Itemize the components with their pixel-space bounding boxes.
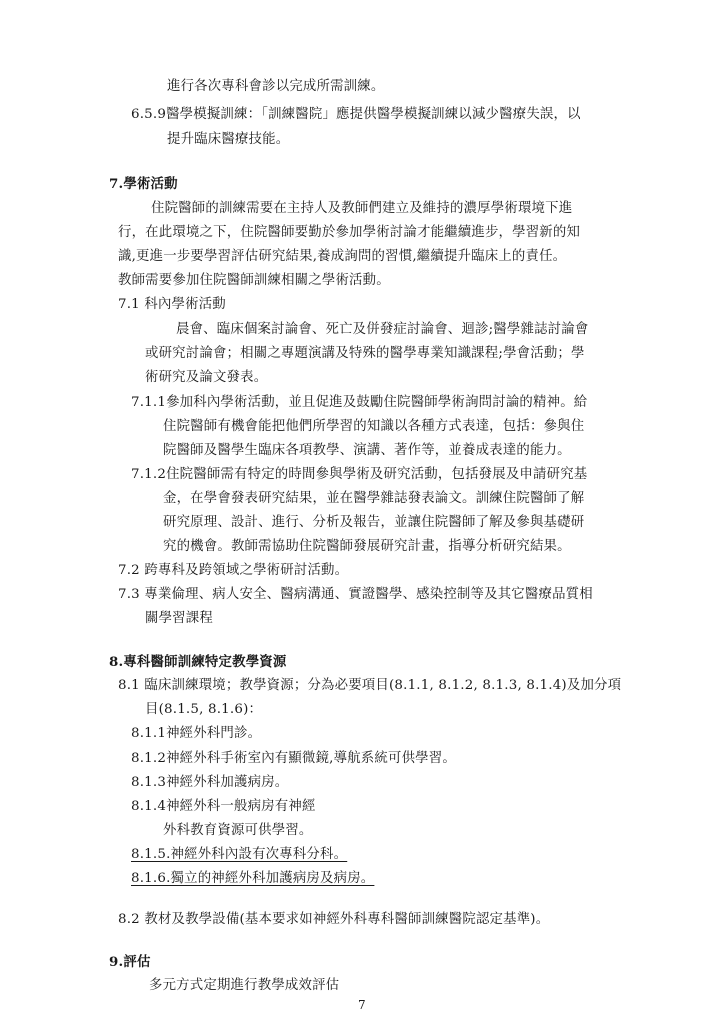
text-line: 院醫師及醫學生臨床各項教學、演講、著作等，並養成表達的能力。 <box>163 443 571 458</box>
text-line: 研究原理、設計、進行、分析及報告，並讓住院醫師了解及參與基礎研 <box>163 515 585 530</box>
text-line: 金，在學會發表研究結果，並在醫學雜誌發表論文。訓練住院醫師了解 <box>163 491 585 506</box>
list-item: 8.1.4神經外科一般病房有神經 <box>131 799 316 814</box>
text-line: 7.1.1參加科內學術活動，並且促進及鼓勵住院醫師學術詢問討論的精神。給 <box>131 395 588 410</box>
subsection-heading: 8.1 臨床訓練環境；教學資源；分為必要項目(8.1.1, 8.1.2, 8.1.3, 8.1.4)及加分項 <box>118 678 622 693</box>
list-item: 8.1.3神經外科加護病房。 <box>131 775 289 790</box>
text-line: 或研究討論會；相關之專題演講及特殊的醫學專業知識課程;學會活動；學 <box>145 346 585 361</box>
text-line: 關學習課程 <box>145 611 213 626</box>
text-line: 教師需要參加住院醫師訓練相關之學術活動。 <box>118 273 390 288</box>
text-line: 住院醫師有機會能把他們所學習的知識以各種方式表達，包括：參與住 <box>163 419 585 434</box>
text-line: 外科教育資源可供學習。 <box>163 823 313 838</box>
list-item: 8.1.5.神經外科內設有次專科分科。 <box>131 847 348 862</box>
text-line: 住院醫師的訓練需要在主持人及教師們建立及維持的濃厚學術環境下進 <box>151 201 573 216</box>
list-item: 8.1.1神經外科門診。 <box>131 726 262 741</box>
text-line: 行，在此環境之下，住院醫師要勤於參加學術討論才能繼續進步，學習新的知 <box>118 225 581 240</box>
text-line: 7.1.2住院醫師需有特定的時間參與學術及研究活動，包括發展及申請研究基 <box>131 467 588 482</box>
text-line: 晨會、臨床個案討論會、死亡及併發症討論會、迴診;醫學雜誌討論會 <box>176 322 589 337</box>
subsection-heading: 7.3 專業倫理、病人安全、醫病溝通、實證醫學、感染控制等及其它醫療品質相 <box>118 587 593 602</box>
subsection-heading: 7.2 跨專科及跨領域之學術研討活動。 <box>118 563 349 578</box>
text-line: 提升臨床醫療技能。 <box>167 132 290 147</box>
text-line: 識,更進一步要學習評估研究結果,養成詢問的習慣,繼續提升臨床上的責任。 <box>118 249 567 264</box>
list-item: 8.1.6.獨立的神經外科加護病房及病房。 <box>131 871 375 886</box>
subsection-heading: 8.2 教材及教學設備(基本要求如神經外科專科醫師訓練醫院認定基準)。 <box>118 912 550 927</box>
section-heading: 7.學術活動 <box>109 176 178 192</box>
text-line: 進行各次專科會診以完成所需訓練。 <box>167 79 385 94</box>
subsection-heading: 7.1 科內學術活動 <box>118 297 226 312</box>
section-heading: 8.專科醫師訓練特定教學資源 <box>109 654 287 670</box>
section-heading: 9.評估 <box>109 954 151 970</box>
page-number: 7 <box>358 998 366 1012</box>
text-line: 多元方式定期進行教學成效評估 <box>149 978 340 993</box>
text-line: 6.5.9醫學模擬訓練：「訓練醫院」應提供醫學模擬訓練以減少醫療失誤，以 <box>131 107 581 122</box>
text-line: 目(8.1.5, 8.1.6)： <box>145 702 263 717</box>
text-line: 術研究及論文發表。 <box>145 370 268 385</box>
list-item: 8.1.2神經外科手術室內有顯微鏡,導航系統可供學習。 <box>131 751 456 766</box>
text-line: 究的機會。教師需協助住院醫師發展研究計畫，指導分析研究結果。 <box>163 539 571 554</box>
